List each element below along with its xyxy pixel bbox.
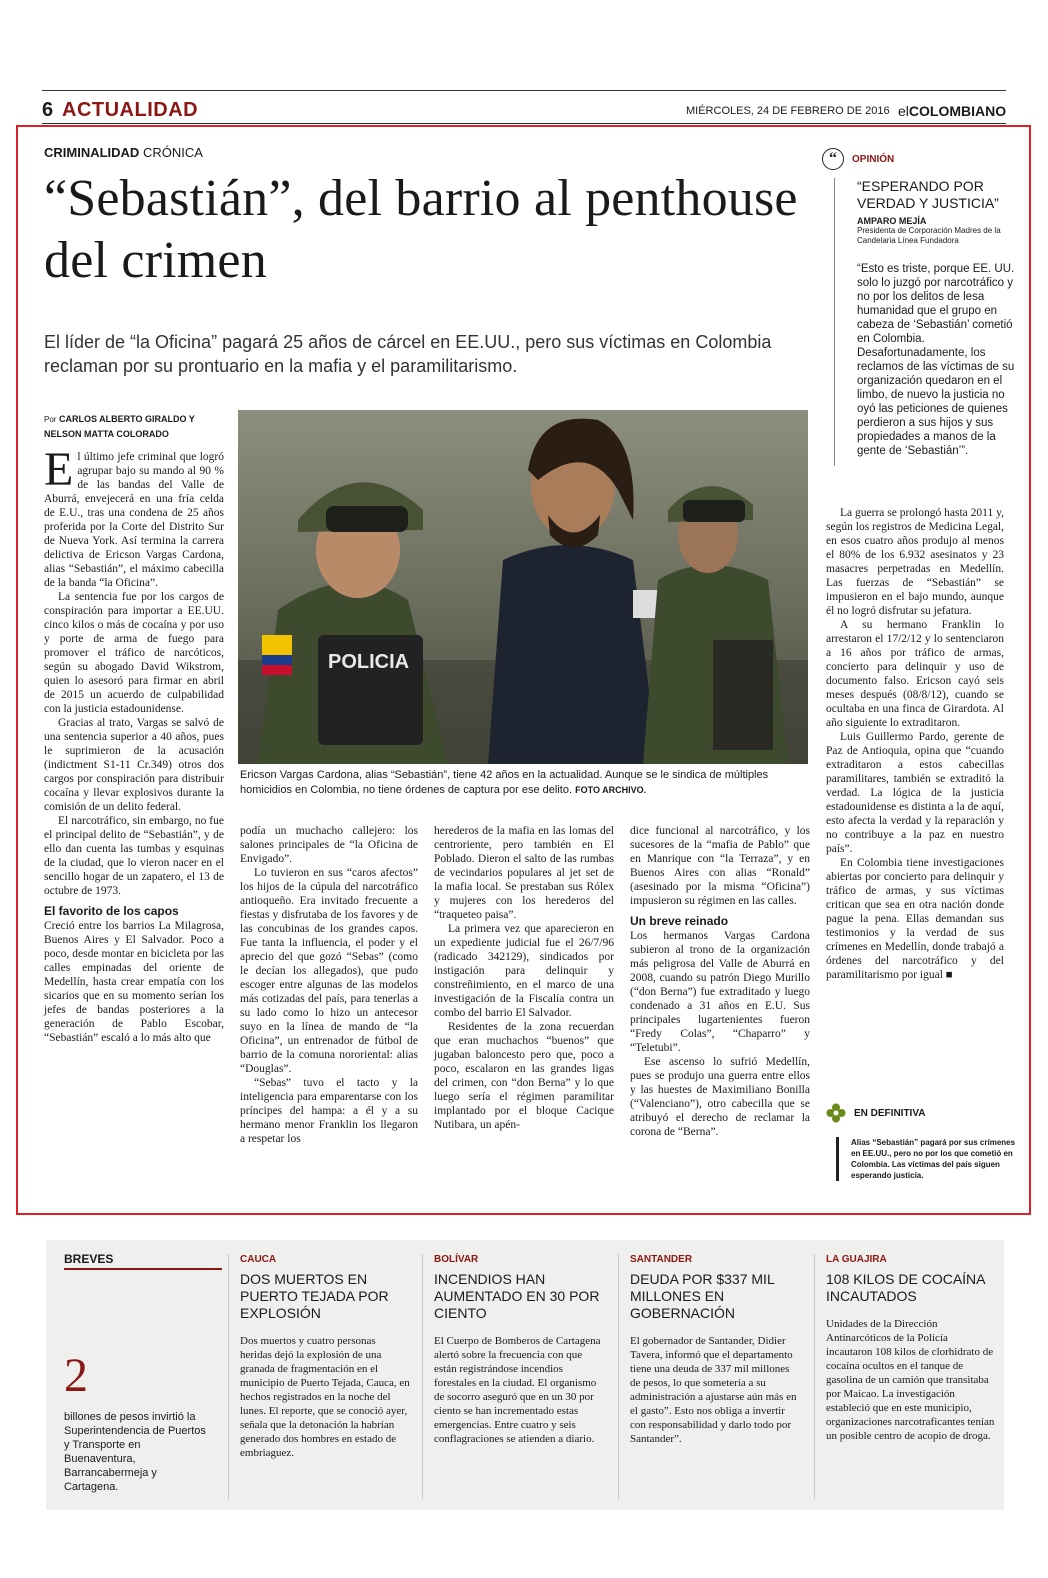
brief-item [826,1254,996,1443]
paragraph: El último jefe criminal que logró agrupar bajo su mando al 90 % de las bandas del Valle de Aburrá, envejecerá en una fría celda de E.U., tras una condena de 25 años proferida por la Corte del Distrito Sur de Nueva York. Así termina la carrera delictiva de Ericson Vargas Cardona, alias “Sebastián”, el máximo cabecilla de la banda “la Oficina”. [44,443,224,589]
brief-place: BOLÍVAR [434,1254,479,1265]
paragraph: El narcotráfico, sin embargo, no fue el principal delito de “Sebastián”, y de ello dan cuenta las tumbas y esquinas de la ciudad, que lo vieron nacer en el sencillo hogar de un zapatero, el 13 de octubre de 1973. [44,815,224,897]
byline-author-1: CARLOS ALBERTO GIRALDO Y [58,414,195,424]
photo-illustration [238,410,808,764]
paragraph: La primera vez que aparecieron en un expediente judicial fue el 26/7/96 (radicado 342129), sindicados por instigación para delinquir y constreñimiento, en el marco de una investigación de la Fiscalía contra un combo del barrio El Salvador. [434,923,614,1019]
brief-item [434,1254,604,1446]
article-column-2 [240,824,418,1146]
byline-author-2: NELSON MATTA COLORADO [44,429,169,439]
brief-item [240,1254,410,1460]
paragraph: A su hermano Franklin lo arrestaron el 17/2/12 y lo sentenciaron a 16 años por tráfico de armas, concierto para delinquir y uso de documento falso. Ericson cayó seis meses después (08/8/12), cuando se ocultaba en una finca de Girardota. Al año siguiente lo extraditaron. [826,619,1004,729]
article-column-1 [44,443,224,1045]
breves-divider [422,1254,423,1499]
brief-body: Unidades de la Dirección Antinarcóticos de la Policía incautaron 108 kilos de clorhidrato de cocaína ocultos en el tanque de gasolina de un camión que transitaba por Maicao. La investigación estableció que en este municipio, organizaciones narcotraficantes tenían un posible centro de acopio de droga. [826,1318,995,1442]
brief-place: CAUCA [240,1254,277,1265]
subhead: Un breve reinado [630,914,729,928]
paragraph: Residentes de la zona recuerdan que eran muchachos “buenos” que jugaban baloncesto pero que, poco a poco, escalaron en las grandes ligas del crimen, con “don Berna” y lo que luego sería el régimen paramilitar implantado por el bloque Cacique Nutibara, un apén- [434,1021,614,1131]
breves-big-number: 2 [64,1349,88,1402]
vest-label: POLICIA [328,651,410,673]
article-photo [238,410,808,764]
opinion-label [822,148,1018,170]
paragraph: Luis Guillermo Pardo, gerente de Paz de Antioquia, opina que “cuando extraditaron a estos cabecillas paramilitares, también se extraditó la verdad. La lógica de la justicia estadounidense es distinta a la de aquí, esto afecta la verdad y la reparación y no contribuye a la paz en nuestro país”. [826,731,1004,855]
photo-caption [240,768,800,798]
breves-rule [64,1268,222,1270]
byline-prefix: Por [44,415,57,424]
article-column-3 [434,824,614,1132]
article-headline: “Sebastián”, del barrio al penthouse del crimen [44,170,798,289]
opinion-author: AMPARO MEJÍA [834,212,1018,226]
paragraph: La guerra se prolongó hasta 2011 y, según los registros de Medicina Legal, en esos cuatro años produjo al menos el 80% de los 6.932 asesinatos y 23 masacres perpetradas en Medellín. Las fuerzas de “Sebastián” se impusieron en el bajo mundo, aunque él no logró disfrutar su jefatura. [826,507,1004,617]
breves-title: BREVES [64,1252,114,1266]
brief-body: El Cuerpo de Bomberos de Cartagena alertó sobre la frecuencia con que están registrándose incendios forestales en la ciudad. El organismo de socorro aseguró que en un 30 por ciento se han incrementado estas emergencias. Entre cuatro y seis conflagraciones se atienden a diario. [434,1335,601,1445]
kicker-genre: CRÓNICA [142,145,203,160]
brief-item [630,1254,800,1446]
breves-divider [228,1254,229,1499]
paragraph: podía un muchacho callejero: los salones principales de “la Oficina de Envigado”. [240,825,418,865]
caption-text: Ericson Vargas Cardona, alias “Sebastián”, tiene 42 años en la actualidad. Aunque se le sindica de múltiples homicidios en Colombia, no tiene órdenes de captura por ese delito. [240,769,769,796]
date-line: MIÉRCOLES, 24 DE FEBRERO DE 2016 [686,105,890,117]
brief-title: INCENDIOS HAN AUMENTADO EN 30 POR CIENTO [434,1271,600,1321]
quote-icon: “ [822,148,844,170]
breves-divider [814,1254,815,1499]
opinion-box [822,148,1018,466]
clover-icon [826,1103,846,1123]
breves-divider [618,1254,619,1499]
opinion-label-text: OPINIÓN [852,153,895,165]
section-name: ACTUALIDAD [62,99,199,121]
article-column-5 [826,506,1004,982]
article-deck: El líder de “la Oficina” pagará 25 años de cárcel en EE.UU., pero sus víctimas en Colombia reclaman por su prontuario en la mafia y el paramilitarismo. [44,332,772,376]
en-definitiva-box [826,1103,1016,1181]
breves-number-text: billones de pesos invirtió la Superintendencia de Puertos y Transporte en Buenaventura, Barrancabermeja y Cartagena. [64,1411,206,1493]
brief-place: SANTANDER [630,1254,693,1265]
paragraph: herederos de la mafia en las lomas del centroriente, pero también en El Poblado. Dieron el salto de las rumbas de vecindarios populares al jet set de la mafia local. Se prestaban sus Rólex y mujeres con los herederos del “traqueteo paisa”. [434,825,614,921]
brief-body: Dos muertos y cuatro personas heridas dejó la explosión de una granada de fragmentación en el municipio de Puerto Tejada, Cauca, en hechos registrados en la noche del lunes. El reporte, que se conoció ayer, señala que la detonación la habrían generado dos hombres en estado de embriaguez. [240,1335,410,1459]
paragraph: Los hermanos Vargas Cardona subieron al trono de la organización más peligrosa del Valle de Aburrá en 2008, cuando su patrón Diego Murillo (“don Berna”) fue extraditado y luego condenado a 31 años en E.U. Sus principales lugartenientes fueron “Fredy Colas”, “Chaparro” y “Teletubi”. [630,930,810,1054]
brand-name: COLOMBIANO [908,103,1007,119]
photo-credit: FOTO ARCHIVO. [575,785,647,795]
en-definitiva-label-text: EN DEFINITIVA [854,1107,926,1119]
byline [44,412,224,442]
header-top-rule [42,90,1006,91]
opinion-quote: “Esto es triste, porque EE. UU. solo lo juzgó por narcotráfico y no por los delitos de lesa humanidad que el grupo en cabeza de ‘Sebastián’ cometió en Colombia. Desafortunadamente, los reclamos de las víctimas de su organización quedaron en el limbo, de nuevo la justicia no oyó las peticiones de quienes perdieron a sus hijos y sus propiedades a manos de la gente de ‘Sebastián’”. [834,262,1018,466]
brand-prefix: el [898,103,909,119]
article-kicker [44,145,203,160]
kicker-topic: CRIMINALIDAD [44,145,140,160]
header-bottom-rule [42,123,1006,124]
en-definitiva-label [826,1103,1016,1123]
paragraph: “Sebas” tuvo el tacto y la inteligencia para emparentarse con los príncipes del hampa: a él y a su hermano menor Franklin los llegaron a respetar los [240,1077,418,1145]
brief-title: DEUDA POR $337 MIL MILLONES EN GOBERNACIÓN [630,1271,775,1321]
page-number: 6 [42,99,54,121]
opinion-author-role: Presidenta de Corporación Madres de la Candelaria Línea Fundadora [834,226,1018,262]
paragraph: dice funcional al narcotráfico, y los sucesores de la “mafia de Pablo” que en Manrique con “la Terraza”, y en Buenos Aires con alias “Ronald” (asesinado por la misma “Oficina”) impusieron su régimen en las calles. [630,825,810,907]
article-column-4 [630,824,810,1139]
brand-logo [898,103,1006,119]
paragraph: Creció entre los barrios La Milagrosa, Buenos Aires y El Salvador. Poco a poco, desde montar en bicicleta por las calles empinadas del oriente de Medellín, hasta crear empatía con los sicarios que en su momento serían los jefes de bandas posteriores a la generación de Pablo Escobar, “Sebastián” escaló a lo más alto que [44,920,224,1044]
subhead: El favorito de los capos [44,904,179,918]
brief-title: 108 KILOS DE COCAÍNA INCAUTADOS [826,1271,985,1304]
brief-body: El gobernador de Santander, Didier Tavera, informó que el departamento tiene una deuda de 337 mil millones de pesos, lo que sometería a su administración a ajustarse aún más en el gasto”. Esto nos obliga a invertir con responsabilidad y darlo todo por Santander”. [630,1335,797,1445]
paragraph: Gracias al trato, Vargas se salvó de una sentencia superior a 40 años, pues le suprimieron de la acusación (indictment S1-11 Cr.349) otros dos cargos por conspiración para distribuir cocaína y llevar explosivos durante la comisión de un delito federal. [44,717,224,813]
paragraph: La sentencia fue por los cargos de conspiración para importar a EE.UU. cinco kilos o más de cocaína y por uso y porte de arma de fuego para promover el tráfico de narcóticos, según su abogado David Wikstrom, quien lo asesoró para firmar en abril de 2015 un acuerdo de culpabilidad con la justicia estadounidense. [44,591,224,715]
opinion-title: “ESPERANDO POR VERDAD Y JUSTICIA” [834,178,1018,212]
paragraph: Lo tuvieron en sus “caros afectos” los hijos de la cúpula del narcotráfico antioqueño. Era invitado frecuente a fiestas y disfrutaba de los favores y de las concubinas de los grandes capos. Fue tanta la influencia, el poder y el aprecio del que gozó “Sebas” (como le decían los allegados), que pudo escoger entre algunas de las modelos más cotizadas del país, para tenerlas a su lado como lo hizo un antecesor suyo en la línea de mando de “la Oficina”, un entrenador de fútbol de barrio de la comuna nororiental: alias “Douglas”. [240,867,418,1075]
paragraph: Ese ascenso lo sufrió Medellín, pues se produjo una guerra entre ellos y las huestes de Maximiliano Bonilla (“Valenciano”), otro cabecilla que se atribuyó el derecho de reclamar la corona de “Berna”. [630,1056,810,1138]
brief-place: LA GUAJIRA [826,1254,887,1265]
brief-title: DOS MUERTOS EN PUERTO TEJADA POR EXPLOSIÓN [240,1271,389,1321]
paragraph: En Colombia tiene investigaciones abiertas por concierto para delinquir y tráfico de armas, y sus víctimas critican que sea en otra nación donde pague la pena. Ellas demandan sus testimonios y la verdad de sus crímenes en Medellín, donde trabajó a órdenes del narcotráfico y del paramilitarismo por igual ■ [826,857,1004,981]
en-definitiva-text: Alias “Sebastián” pagará por sus crímenes en EE.UU., pero no por los que cometió en Colombia. Las víctimas del país siguen esperando justicia. [836,1137,1016,1181]
